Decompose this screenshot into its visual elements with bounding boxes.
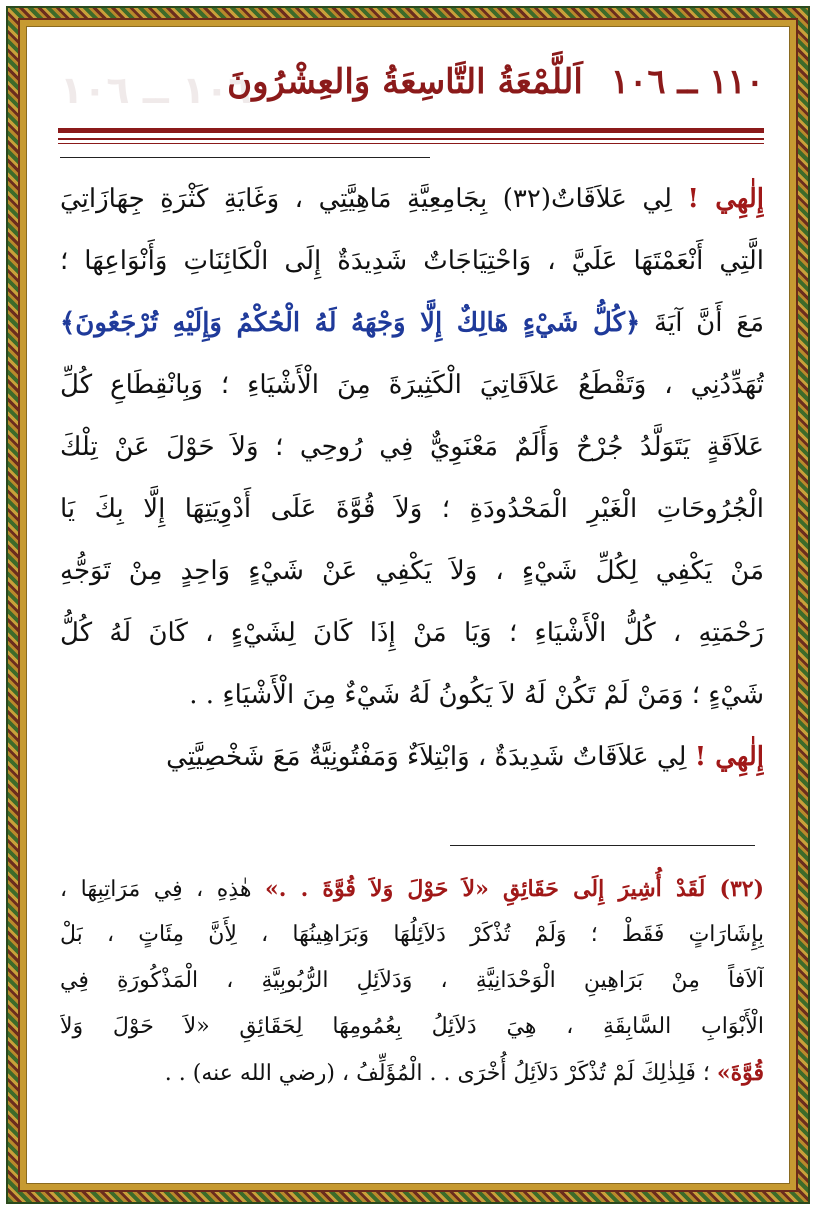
chapter-title: اَللَّمْعَةُ التَّاسِعَةُ وَالعِشْرُونَ [227,62,583,102]
footnote-line: قُوَّةَ» ؛ فَلِذٰلِكَ لَمْ تُذْكَرْ دَلاَئِلُ أُخْرَى . . الْمُؤَلِّفُ ، (رضي الله عنه) . . [164,1060,764,1086]
header-watermark: ١٠٦ ــ ١٠٦ [60,68,252,112]
footnote-line: آلاَفاً مِنْ بَرَاهِينِ الْوَحْدَانِيَّةِ ، وَدَلاَئِلِ الرُّبُوبِيَّةِ ، الْمَذْكُورَةِ فِي [60,968,764,993]
text-line: الَّتِي أَنْعَمْتَهَا عَلَيَّ ، وَاحْتِيَاجَاتٌ شَدِيدَةٌ إِلَى الْكَائِنَاتِ وَأَنْوَاعِهَا ؛ [60,246,764,276]
text-line: تُهَدِّدُنِي ، وَتَقْطَعُ عَلاَقَاتِيَ الْكَثِيرَةَ مِنَ الْأَشْيَاءِ ؛ وَبِانْقِطَاعِ كُلِّ [60,370,764,400]
header-rule-hair [58,143,764,144]
page-header [60,62,764,110]
text-line: مَعَ أَنَّ آيَةَ ﴿كُلُّ شَيْءٍ هَالِكٌ إِلَّا وَجْهَهُ لَهُ الْحُكْمُ وَإِلَيْهِ تُرْجَعُونَ﴾ [60,308,764,338]
footnote [60,866,764,1096]
header-title-row [227,62,764,102]
text-line: عَلاَقَةٍ يَتَوَلَّدُ جُرْحٌ وَأَلَمٌ مَعْنَوِيٌّ فِي رُوحِي ؛ وَلاَ حَوْلَ عَنْ تِلْكَ [60,432,764,462]
footnote-line: الْأَبْوَابِ السَّابِقَةِ ، هِيَ دَلاَئِلُ بِعُمُومِهَا لِحَقَائِقِ «لاَ حَوْلَ وَلاَ [60,1014,764,1039]
text-line: شَيْءٍ ؛ وَمَنْ لَمْ تَكُنْ لَهُ لاَ يَكُونُ لَهُ شَيْءٌ مِنَ الْأَشْيَاءِ . . [189,680,764,710]
page-range: ١١٠ ــ ١٠٦ [610,62,764,102]
main-text [60,168,764,788]
header-rule-thick [58,128,764,133]
text-line: إِلٰهِي ! لِي عَلاَقَاتٌ شَدِيدَةٌ ، وَابْتِلاَءٌ وَمَفْتُونِيَّةٌ مَعَ شَخْصِيَّتِي [166,742,764,772]
text-line: الْجُرُوحَاتِ الْغَيْرِ الْمَحْدُودَةِ ؛ وَلاَ قُوَّةَ عَلَى أَدْوِيَتِهَا إِلَّا بِكَ يَا [60,494,764,524]
header-rule-short [60,157,430,158]
footnote-line: (٣٢) لَقَدْ أُشِيرَ إِلَى حَقَائِقِ «لاَ حَوْلَ وَلاَ قُوَّةَ . .» هٰذِهِ ، فِي مَرَاتِبِهَا ، [60,876,764,902]
footnote-separator [450,845,755,846]
text-line: إِلٰهِي ! لِي عَلاَقَاتٌ(٣٢) بِجَامِعِيَّةِ مَاهِيَّتِي ، وَغَايَةِ كَثْرَةِ جِهَازَاتِيَ [60,184,764,214]
footnote-line: بِإِشَارَاتٍ فَقَطْ ؛ وَلَمْ تُذْكَرْ دَلاَئِلُهَا وَبَرَاهِينُهَا ، لِأَنَّ مِئَاتٍ ، بَلْ [60,922,764,947]
header-rule-thin [58,138,764,140]
text-line: رَحْمَتِهِ ، كُلُّ الْأَشْيَاءِ ؛ وَيَا مَنْ إِذَا كَانَ لِشَيْءٍ ، كَانَ لَهُ كُلُّ [60,618,764,648]
quran-verse: ﴿كُلُّ شَيْءٍ هَالِكٌ إِلَّا وَجْهَهُ لَهُ الْحُكْمُ وَإِلَيْهِ تُرْجَعُونَ﴾ [60,308,641,338]
text-line: مَنْ يَكْفِي لِكُلِّ شَيْءٍ ، وَلاَ يَكْفِي عَنْ شَيْءٍ وَاحِدٍ مِنْ تَوَجُّهِ [60,556,764,586]
